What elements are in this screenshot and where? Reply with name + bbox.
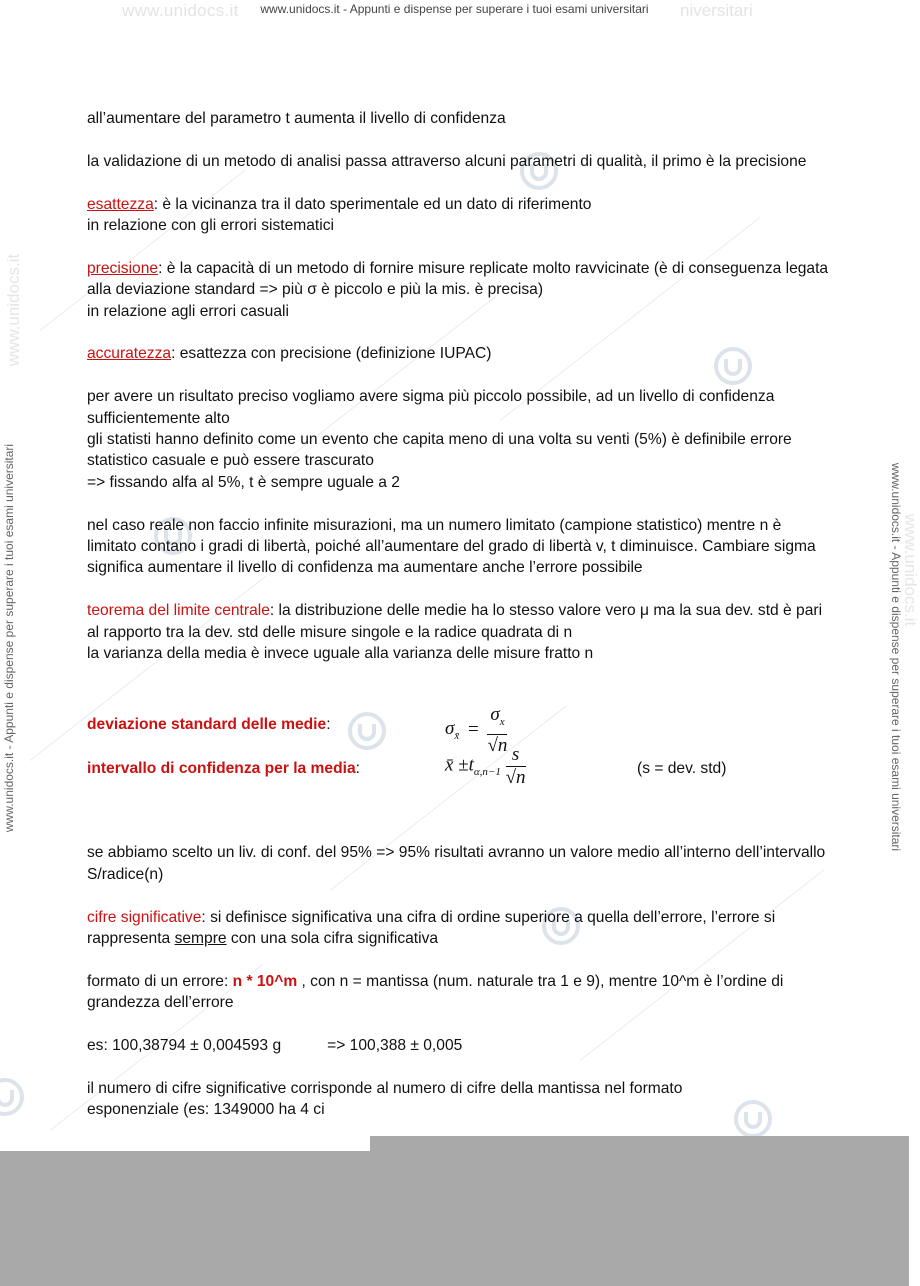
document-content [87, 108, 832, 1142]
sentence: formato di un errore: [87, 972, 233, 990]
sentence: esponenziale (es: 1349000 ha 4 ci [87, 1101, 325, 1119]
definition-cifre [87, 907, 832, 950]
paragraph-cifre-count [87, 1078, 832, 1121]
t-symbol: t [468, 754, 474, 776]
sqrt-symbol: √ [505, 766, 517, 788]
formula-note: (s = dev. std) [637, 760, 727, 778]
paragraph-esempio [87, 1035, 832, 1056]
term-cifre: cifre significative [87, 908, 202, 926]
term-accuratezza: accuratezza [87, 345, 172, 363]
sigma-symbol: σ [490, 704, 500, 726]
paragraph: nel caso reale non faccio infinite misurazioni, ma un numero limitato (campione statistico) mentre n è limitato contano i gradi di libertà, poiché all’aumentare del grado di libertà v, t diminuisce. Cambiare sigma significa aumentare il livello di confidenza ma aumentare anche l’errore possibile [87, 516, 816, 577]
definition-esattezza [87, 194, 832, 237]
header-ghost-watermark-right: niversitari [680, 1, 753, 20]
sentence: per avere un risultato preciso vogliamo avere sigma più piccolo possibile, ad un livello di confidenza sufficientemente alto [87, 388, 775, 427]
definition-text: : si definisce significativa una cifra di ordine superiore a quella dell’errore, l’errore si rappresenta [87, 908, 776, 948]
paragraph: se abbiamo scelto un liv. di conf. del 95% => 95% risultati avranno un valore medio all’interno dell’intervallo S/radice(n) [87, 844, 826, 883]
formula-inline: n * 10^m [232, 972, 298, 990]
definition-teorema [87, 600, 832, 664]
sentence: => fissando alfa al 5%, t è sempre uguale a 2 [87, 473, 400, 491]
n-symbol: n [516, 766, 526, 788]
paragraph-sigma [87, 386, 832, 493]
colon: : [355, 760, 360, 778]
colon: : [326, 716, 331, 734]
formula-dev-std-medie [87, 704, 832, 756]
numerator [487, 704, 507, 734]
numerator: s [506, 744, 526, 766]
definition-text: : la distribuzione delle medie ha lo stesso valore vero μ ma la sua dev. std è pari al rapporto tra la dev. std delle misure singole e la radice quadrata di n [87, 602, 823, 641]
paragraph: all’aumentare del parametro t aumenta il livello di confidenza [87, 110, 506, 127]
definition-text: : è la vicinanza tra il dato sperimentale ed un dato di riferimento [153, 195, 592, 213]
definition-text: : è la capacità di un metodo di fornire misure replicate molto ravvicinate (è di conseguenza legata alla deviazione standard => più σ è piccolo e più la mis. è precisa) [87, 259, 829, 299]
left-ghost-watermark: www.unidocs.it [4, 253, 23, 367]
xbar-symbol: x̄ [445, 754, 454, 776]
example-value: es: 100,38794 ± 0,004593 g [87, 1037, 282, 1055]
definition-text: con una sola cifra significativa [226, 930, 439, 948]
left-side-watermark: www.unidocs.it - Appunti e dispense per superare i tuoi esami universitari [2, 443, 16, 833]
gray-overlay-notch [370, 1136, 909, 1152]
equals-sign: = [468, 718, 479, 740]
header-ghost-watermark: www.unidocs.it [122, 1, 239, 20]
definition-text: : esattezza con precisione (definizione IUPAC) [171, 345, 492, 363]
sentence: gli statisti hanno definito come un evento che capita meno di una volta su venti (5%) è definibile errore statistico casuale e può essere trascurato [87, 431, 792, 470]
definition-relation: in relazione agli errori casuali [87, 302, 289, 320]
term-teorema: teorema del limite centrale [87, 602, 270, 620]
subscript: x̄ [454, 730, 460, 743]
right-side-watermark: www.unidocs.it - Appunti e dispense per superare i tuoi esami universitari [889, 462, 903, 852]
definition-relation: in relazione con gli errori sistematici [87, 217, 334, 234]
right-ghost-watermark: www.unidocs.it [901, 513, 920, 627]
fraction [506, 744, 526, 788]
n-symbol: n [497, 734, 508, 756]
term-precisione: precisione [87, 259, 159, 277]
denominator [506, 767, 526, 788]
sqrt-symbol: √ [487, 734, 498, 756]
unidocs-logo-icon [0, 1076, 26, 1118]
definition-precisione [87, 258, 832, 322]
example-result: => 100,388 ± 0,005 [327, 1037, 463, 1055]
formula-label [87, 758, 360, 779]
subscript: α,n−1 [473, 766, 501, 779]
paragraph-formato [87, 971, 832, 1014]
definition-relation: la varianza della media è invece uguale alla varianza delle misure fratto n [87, 645, 594, 663]
plus-minus: ± [458, 754, 469, 776]
formula-label-text: deviazione standard delle medie [87, 716, 327, 734]
formula-math [445, 744, 526, 788]
emphasis: sempre [174, 930, 227, 948]
sigma-symbol: σ [445, 718, 455, 740]
sentence: il numero di cifre significative corrisponde al numero di cifre della mantissa nel formato [87, 1079, 683, 1097]
formula-label-text: intervallo di confidenza per la media [87, 760, 356, 778]
formula-intervallo [87, 744, 832, 792]
term-esattezza: esattezza [87, 195, 154, 213]
formula-label [87, 714, 331, 735]
definition-accuratezza [87, 343, 832, 364]
paragraph: la validazione di un metodo di analisi passa attraverso alcuni parametri di qualità, il primo è la precisione [87, 152, 807, 170]
gray-overlay [0, 1151, 909, 1286]
sentence: , con n = mantissa (num. naturale tra 1 e 9), mentre 10^m è l’ordine di grandezza dell’errore [87, 972, 784, 1012]
subscript: x [499, 716, 505, 729]
header-watermark: www.unidocs.it - Appunti e dispense per superare i tuoi esami universitari [260, 2, 649, 16]
